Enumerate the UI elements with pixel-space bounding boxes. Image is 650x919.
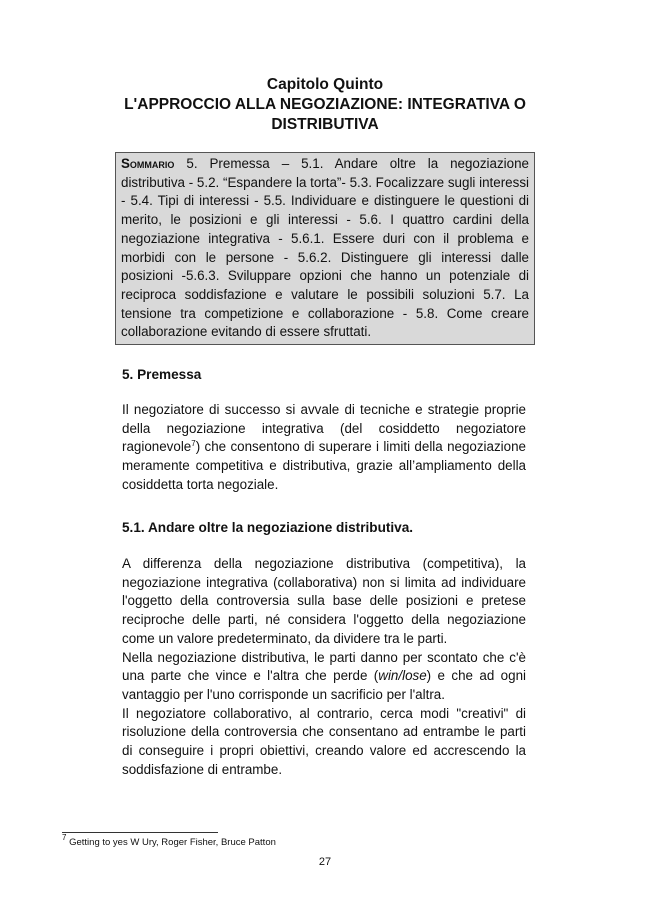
section-5-1-paragraph-3: Il negoziatore collaborativo, al contrario, cerca modi "creativi" di risoluzione della controversia che consentano ad entrambe le parti di conseguire i propri obiettivi, creando valore ed accrescendo la soddisfazione di entrambe. — [122, 705, 526, 777]
chapter-label: Capitolo Quinto — [266, 76, 384, 93]
chapter-heading — [100, 75, 550, 135]
section-5-paragraph — [122, 401, 526, 495]
summary-lead: Sommario — [121, 156, 175, 171]
section-5-1-paragraph-2 — [122, 649, 526, 705]
paragraph-2-italic-term: win/lose — [378, 668, 427, 684]
chapter-title-line-1: L'APPROCCIO ALLA NEGOZIAZIONE: INTEGRATIVA O — [124, 96, 526, 113]
section-5-1-paragraph-1: A differenza della negoziazione distributiva (competitiva), la negoziazione integrativa (collaborativa) non si limita ad individuare l'oggetto della controversia sulla base delle posizioni e pretese reciproche delle parti, né considera l'oggetto della negoziazione come un valore predeterminato, da dividere tra le parti. — [122, 556, 526, 646]
footnote-number: 7 — [62, 833, 67, 842]
summary-box — [115, 152, 535, 345]
footnote-reference: 7 — [191, 439, 196, 449]
page-number: 27 — [318, 856, 332, 868]
section-5-text-end: ) che consentono di superare i limiti della negoziazione meramente competitiva e distributiva, grazie all’ampliamento della cosiddetta torta negoziale. — [122, 439, 526, 492]
section-5-1-body — [122, 555, 526, 779]
summary-text: 5. Premessa – 5.1. Andare oltre la negoziazione distributiva - 5.2. “Espandere la torta”- 5.3. Focalizzare sugli interessi - 5.4. Tipi di interessi - 5.5. Individuare e distinguere le questioni di merito, le posizioni e gli interessi - 5.6. I quattro cardini della negoziazione integrativa - 5.6.1. Essere duri con il problema e morbidi con le persone - 5.6.2. Distinguere gli interessi dalle posizioni -5.6.3. Sviluppare opzioni che hanno un potenziale di reciproca soddisfazione e valutare le possibili soluzioni 5.7. La tensione tra competizione e collaborazione - 5.8. Come creare collaborazione evitando di essere sfruttati. — [121, 156, 529, 340]
paragraph-2-text-start: Nella negoziazione distributiva, le parti danno per scontato che c'è una parte che vince e l'altra che perde ( — [122, 649, 526, 684]
section-5-text-start: Il negoziatore di successo si avvale di tecniche e strategie proprie della negoziazione integrativa (del cosiddetto negoziatore ragionevole — [122, 402, 526, 455]
footnote-text: Getting to yes W Ury, Roger Fisher, Bruce Patton — [66, 837, 276, 848]
section-5-heading: 5. Premessa — [122, 367, 202, 382]
footnote — [62, 833, 276, 848]
footnote-separator — [62, 832, 218, 833]
chapter-title-line-2: DISTRIBUTIVA — [271, 116, 379, 133]
paragraph-2-text-end: ) e che ad ogni vantaggio per l'uno corrisponde un sacrificio per l'altra. — [122, 668, 526, 702]
section-5-1-heading: 5.1. Andare oltre la negoziazione distributiva. — [122, 520, 414, 535]
